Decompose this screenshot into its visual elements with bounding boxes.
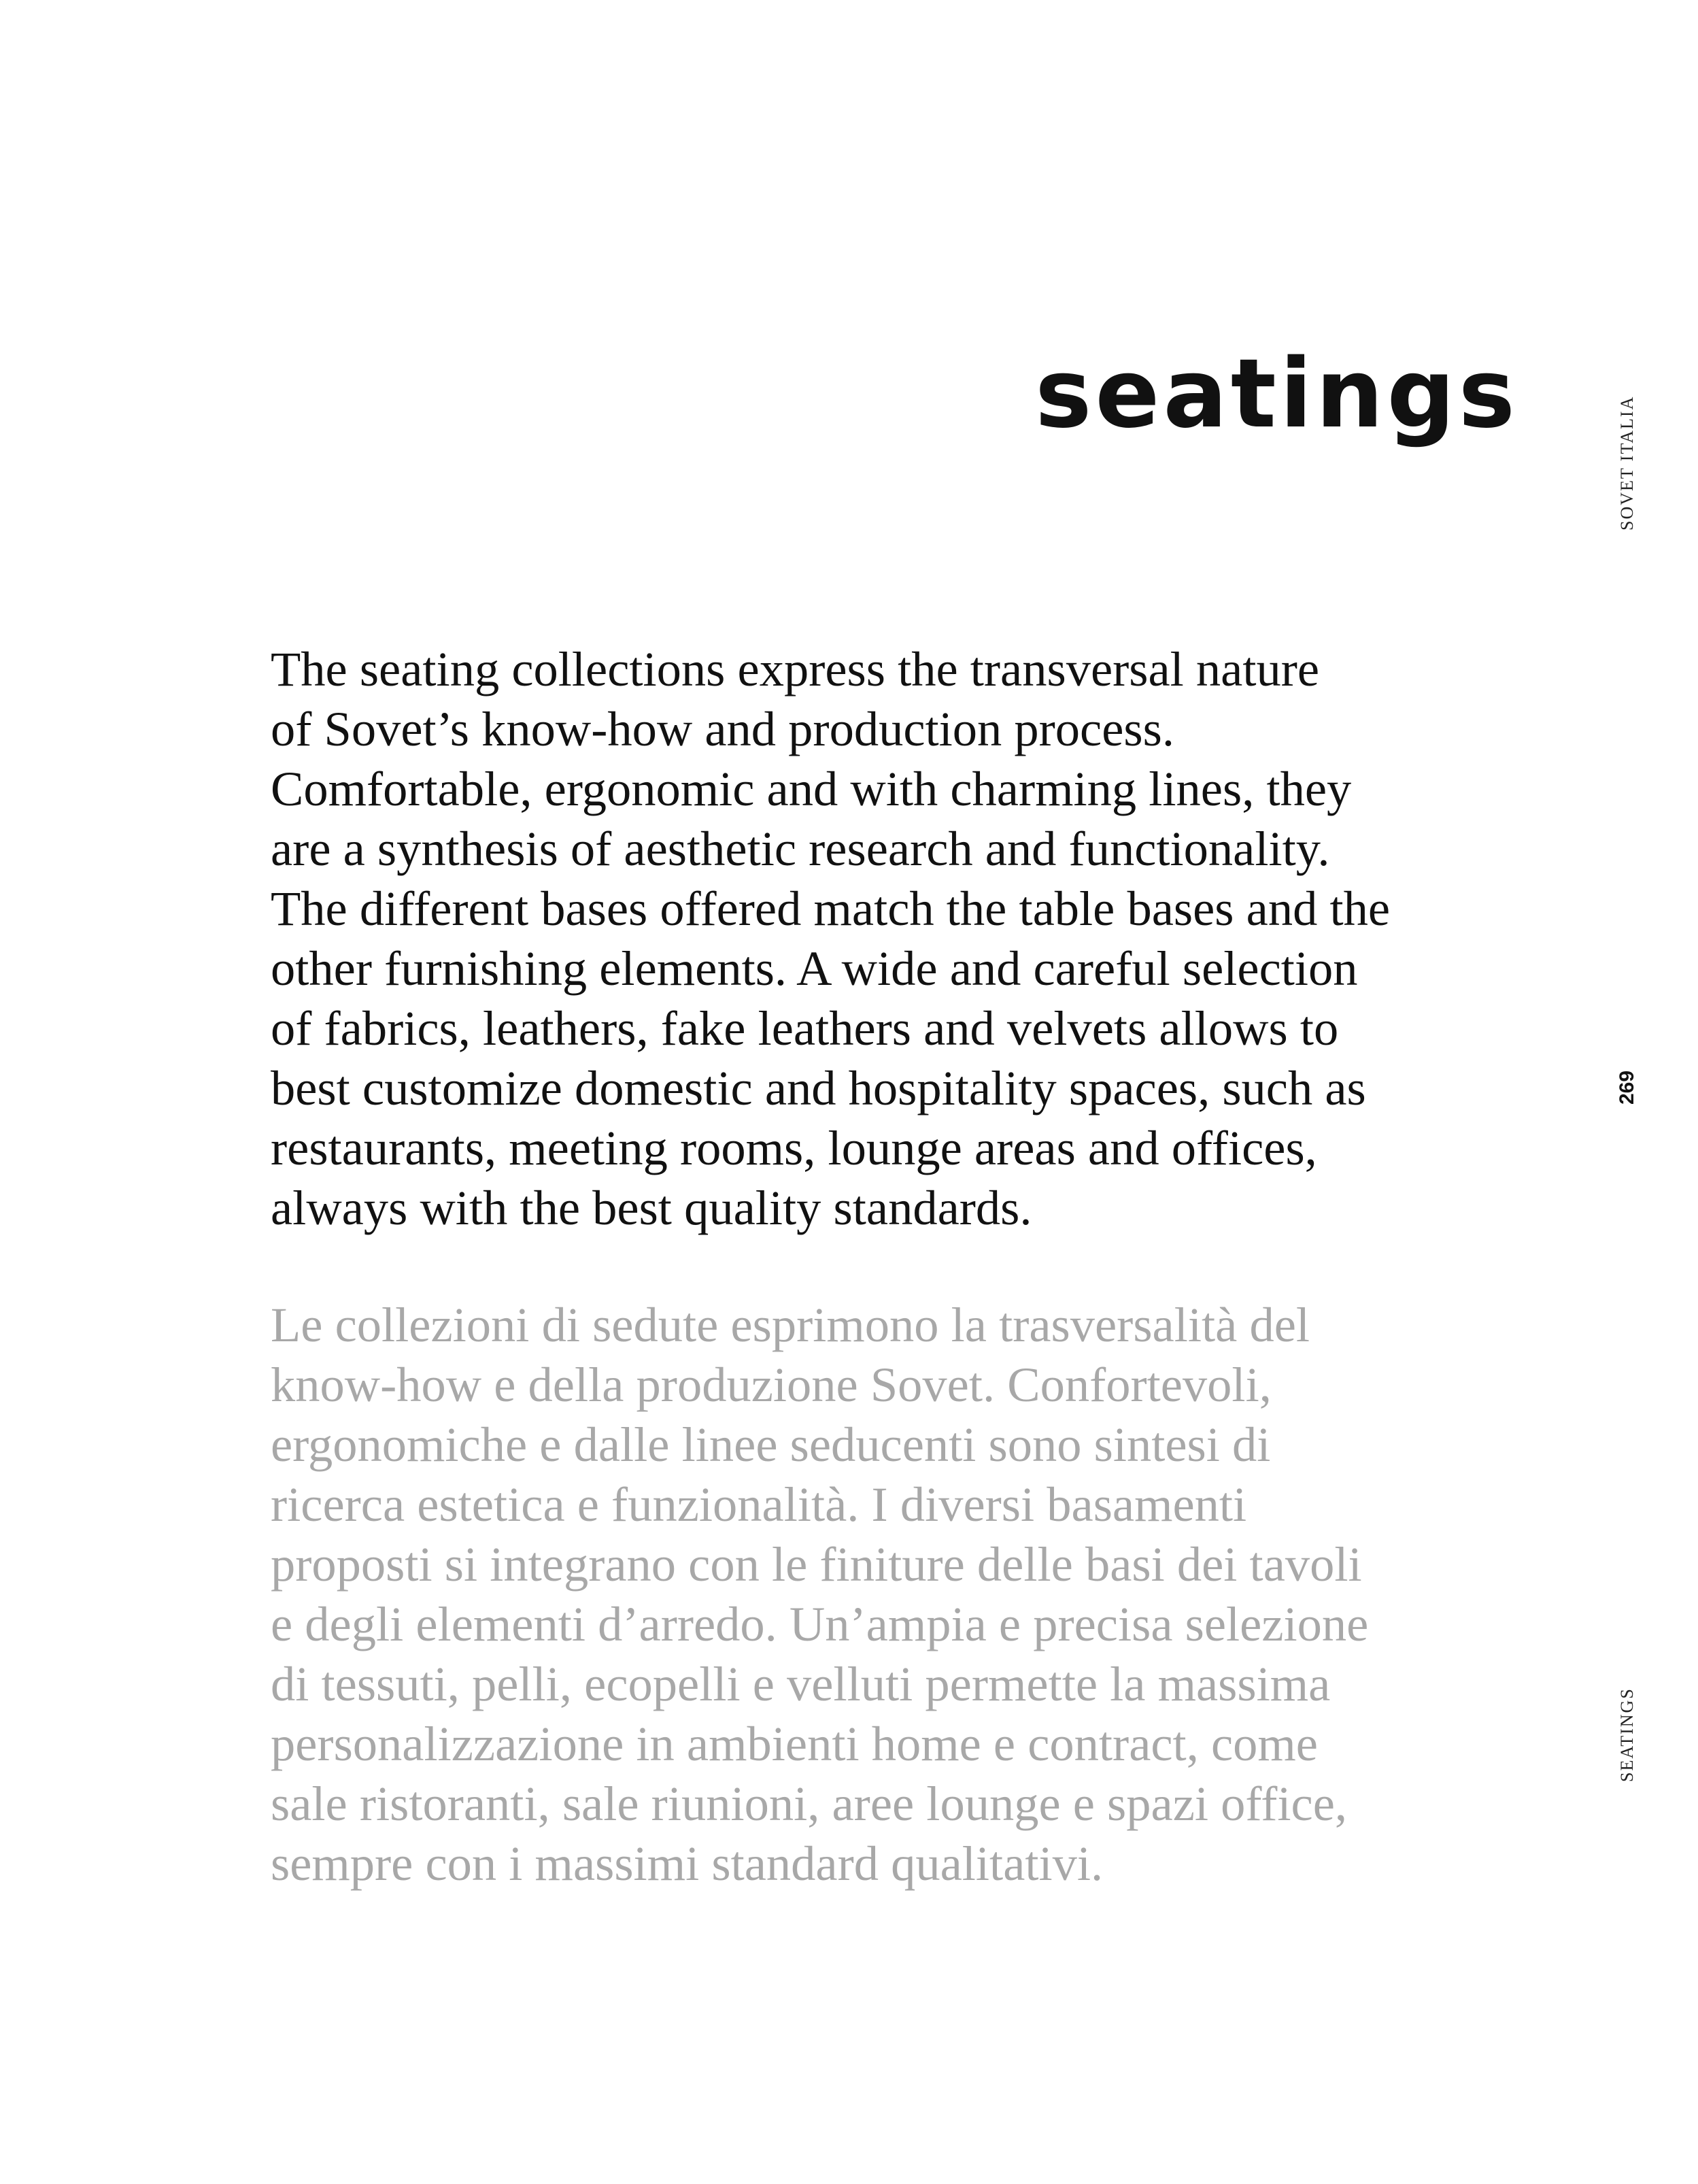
- italian-paragraph: [271, 1295, 1495, 1894]
- english-line: best customize domestic and hospitality spaces, such as: [271, 1060, 1366, 1115]
- side-section-label: SEATINGS: [1617, 1687, 1637, 1782]
- italian-line: Le collezioni di sedute esprimono la trasversalità del: [271, 1297, 1310, 1352]
- english-line: are a synthesis of aesthetic research and functionality.: [271, 821, 1330, 876]
- italian-line: know-how e della produzione Sovet. Confortevoli,: [271, 1357, 1272, 1412]
- english-line: restaurants, meeting rooms, lounge areas and offices,: [271, 1120, 1317, 1175]
- english-line: Comfortable, ergonomic and with charming lines, they: [271, 761, 1352, 816]
- english-line: The different bases offered match the table bases and the: [271, 881, 1391, 936]
- italian-line: sempre con i massimi standard qualitativi.: [271, 1836, 1104, 1891]
- italian-line: ricerca estetica e funzionalità. I diversi basamenti: [271, 1477, 1247, 1532]
- english-paragraph: [271, 639, 1495, 1238]
- side-brand-label: SOVET ITALIA: [1617, 395, 1637, 531]
- italian-line: ergonomiche e dalle linee seducenti sono sintesi di: [271, 1417, 1271, 1472]
- italian-line: sale ristoranti, sale riunioni, aree lounge e spazi office,: [271, 1776, 1347, 1831]
- page-title: seatings: [1035, 339, 1518, 450]
- page-number: 269: [1616, 1070, 1638, 1105]
- english-line: of fabrics, leathers, fake leathers and velvets allows to: [271, 1001, 1339, 1056]
- english-line: always with the best quality standards.: [271, 1180, 1032, 1235]
- italian-line: proposti si integrano con le finiture delle basi dei tavoli: [271, 1536, 1362, 1592]
- english-line: of Sovet’s know-how and production process.: [271, 701, 1174, 756]
- italian-line: personalizzazione in ambienti home e contract, come: [271, 1716, 1318, 1771]
- english-line: The seating collections express the transversal nature: [271, 641, 1320, 696]
- italian-line: e degli elementi d’arredo. Un’ampia e precisa selezione: [271, 1596, 1369, 1651]
- english-line: other furnishing elements. A wide and careful selection: [271, 941, 1358, 996]
- italian-line: di tessuti, pelli, ecopelli e velluti permette la massima: [271, 1656, 1331, 1711]
